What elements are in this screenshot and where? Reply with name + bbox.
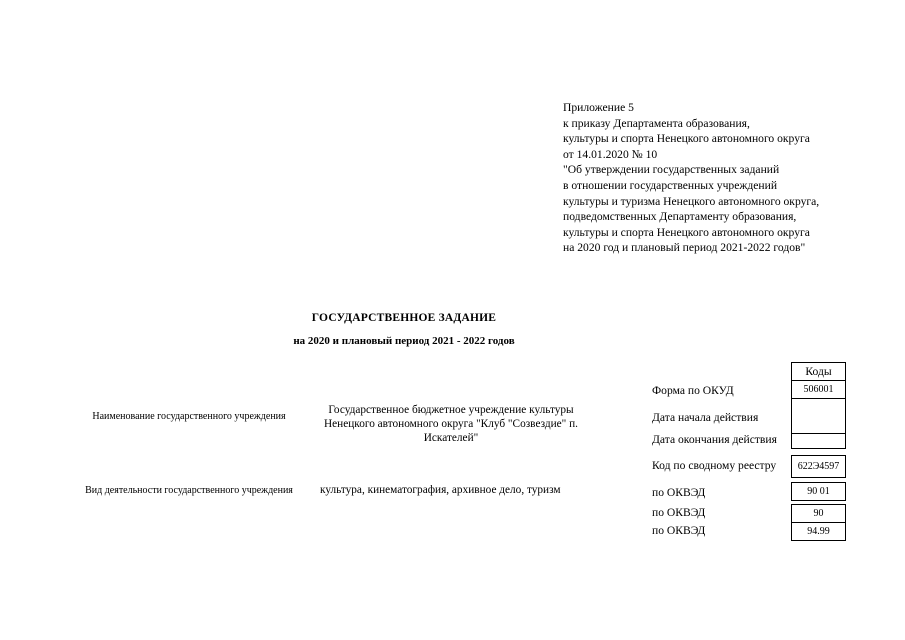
- code-label-okved-3: по ОКВЭД: [652, 524, 706, 537]
- document-title: ГОСУДАРСТВЕННОЕ ЗАДАНИЕ: [311, 312, 497, 324]
- code-label-okved-1: по ОКВЭД: [652, 486, 706, 499]
- appendix-line: "Об утверждении государственных заданий: [563, 163, 780, 177]
- divider: [792, 433, 845, 434]
- appendix-line: от 14.01.2020 № 10: [563, 147, 658, 161]
- code-value-okved-2: 90: [791, 504, 846, 523]
- code-label-okud: Форма по ОКУД: [652, 384, 734, 397]
- institution-label: Наименование государственного учреждения: [92, 411, 286, 422]
- code-value-okved-3: 94.99: [791, 522, 846, 541]
- codes-header: Коды: [791, 362, 846, 381]
- codes-okud-dates-box: [791, 380, 846, 449]
- appendix-line: на 2020 год и плановый период 2021-2022 годов": [563, 241, 806, 255]
- appendix-line: в отношении государственных учреждений: [563, 178, 778, 192]
- code-label-end-date: Дата окончания действия: [652, 433, 777, 446]
- appendix-block: [563, 100, 819, 256]
- divider: [792, 398, 845, 399]
- document-subtitle: на 2020 и плановый период 2021 - 2022 годов: [293, 335, 515, 347]
- institution-name: Государственное бюджетное учреждение культуры Ненецкого автономного округа "Клуб "Созвездие" п. Искателей": [324, 404, 578, 444]
- appendix-line: Приложение 5: [563, 101, 634, 114]
- code-value-okved-1: 90 01: [791, 482, 846, 501]
- appendix-line: к приказу Департамента образования,: [563, 116, 750, 130]
- activity-label: Вид деятельности государственного учреждения: [85, 485, 293, 496]
- code-value-registry: 622Э4597: [791, 455, 846, 478]
- code-label-okved-2: по ОКВЭД: [652, 506, 706, 519]
- appendix-line: культуры и спорта Ненецкого автономного округа: [563, 132, 810, 146]
- appendix-line: культуры и спорта Ненецкого автономного округа: [563, 225, 810, 239]
- appendix-line: культуры и туризма Ненецкого автономного округа,: [563, 194, 820, 208]
- code-label-registry: Код по сводному реестру: [652, 459, 777, 472]
- code-label-start-date: Дата начала действия: [652, 411, 759, 424]
- activity-value: культура, кинематография, архивное дело, туризм: [320, 484, 561, 496]
- appendix-line: подведомственных Департаменту образования,: [563, 210, 797, 224]
- code-value-okud: 506001: [803, 384, 834, 395]
